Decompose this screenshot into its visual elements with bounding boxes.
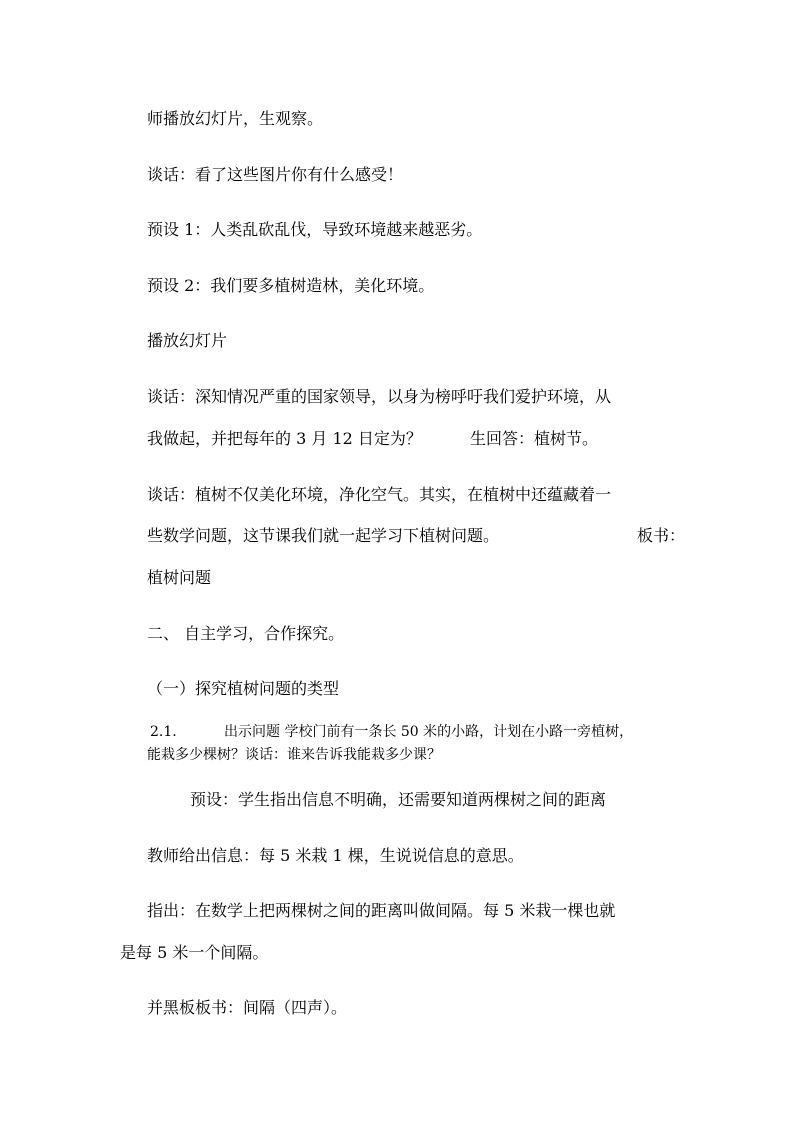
paragraph-board-interval: 并黑板板书：间隔（四声）。 bbox=[147, 998, 348, 1017]
board-writing-topic: 植树问题 bbox=[147, 568, 212, 587]
paragraph-interval-line2: 是每 5 米一个间隔。 bbox=[120, 943, 269, 962]
paragraph-talk-math-line1: 谈话：植树不仅美化环境，净化空气。其实，在植树中还蕴藏着一 bbox=[147, 485, 612, 504]
item-number: 2.1. bbox=[150, 724, 177, 740]
subsection-heading-1: （一）探究植树问题的类型 bbox=[147, 679, 340, 698]
paragraph-preset-1: 预设 1：人类乱砍乱伐，导致环境越来越恶劣。 bbox=[147, 220, 483, 239]
problem-statement-line1: 出示问题 学校门前有一条长 50 米的小路，计划在小路一旁植树， bbox=[224, 724, 634, 740]
paragraph-talk-leaders-line2: 我做起，并把每年的 3 月 12 日定为？ bbox=[147, 429, 422, 448]
board-writing-label: 板书： bbox=[637, 526, 686, 545]
paragraph-preset-2: 预设 2：我们要多植树造林，美化环境。 bbox=[147, 276, 435, 295]
problem-statement-line2: 能栽多少棵树？谈话：谁来告诉我能栽多少课？ bbox=[147, 747, 441, 763]
student-answer: 生回答：植树节。 bbox=[470, 429, 599, 448]
paragraph-interval-line1: 指出：在数学上把两棵树之间的距离叫做间隔。每 5 米栽一棵也就 bbox=[147, 901, 616, 920]
paragraph-teacher-info: 教师给出信息：每 5 米栽 1 棵，生说说信息的意思。 bbox=[147, 846, 524, 865]
paragraph-talk-leaders-line1: 谈话：深知情况严重的国家领导，以身为榜呼吁我们爱护环境，从 bbox=[147, 387, 612, 406]
section-heading-2: 二、 自主学习，合作探究。 bbox=[147, 624, 345, 643]
paragraph-slideshow: 师播放幻灯片，生观察。 bbox=[147, 109, 324, 128]
paragraph-play-slides: 播放幻灯片 bbox=[147, 331, 228, 350]
paragraph-talk-feelings: 谈话：看了这些图片你有什么感受！ bbox=[147, 165, 404, 184]
paragraph-talk-math-line2: 些数学问题，这节课我们就一起学习下植树问题。 bbox=[147, 526, 500, 545]
paragraph-preset-info: 预设：学生指出信息不明确，还需要知道两棵树之间的距离 bbox=[190, 790, 607, 809]
